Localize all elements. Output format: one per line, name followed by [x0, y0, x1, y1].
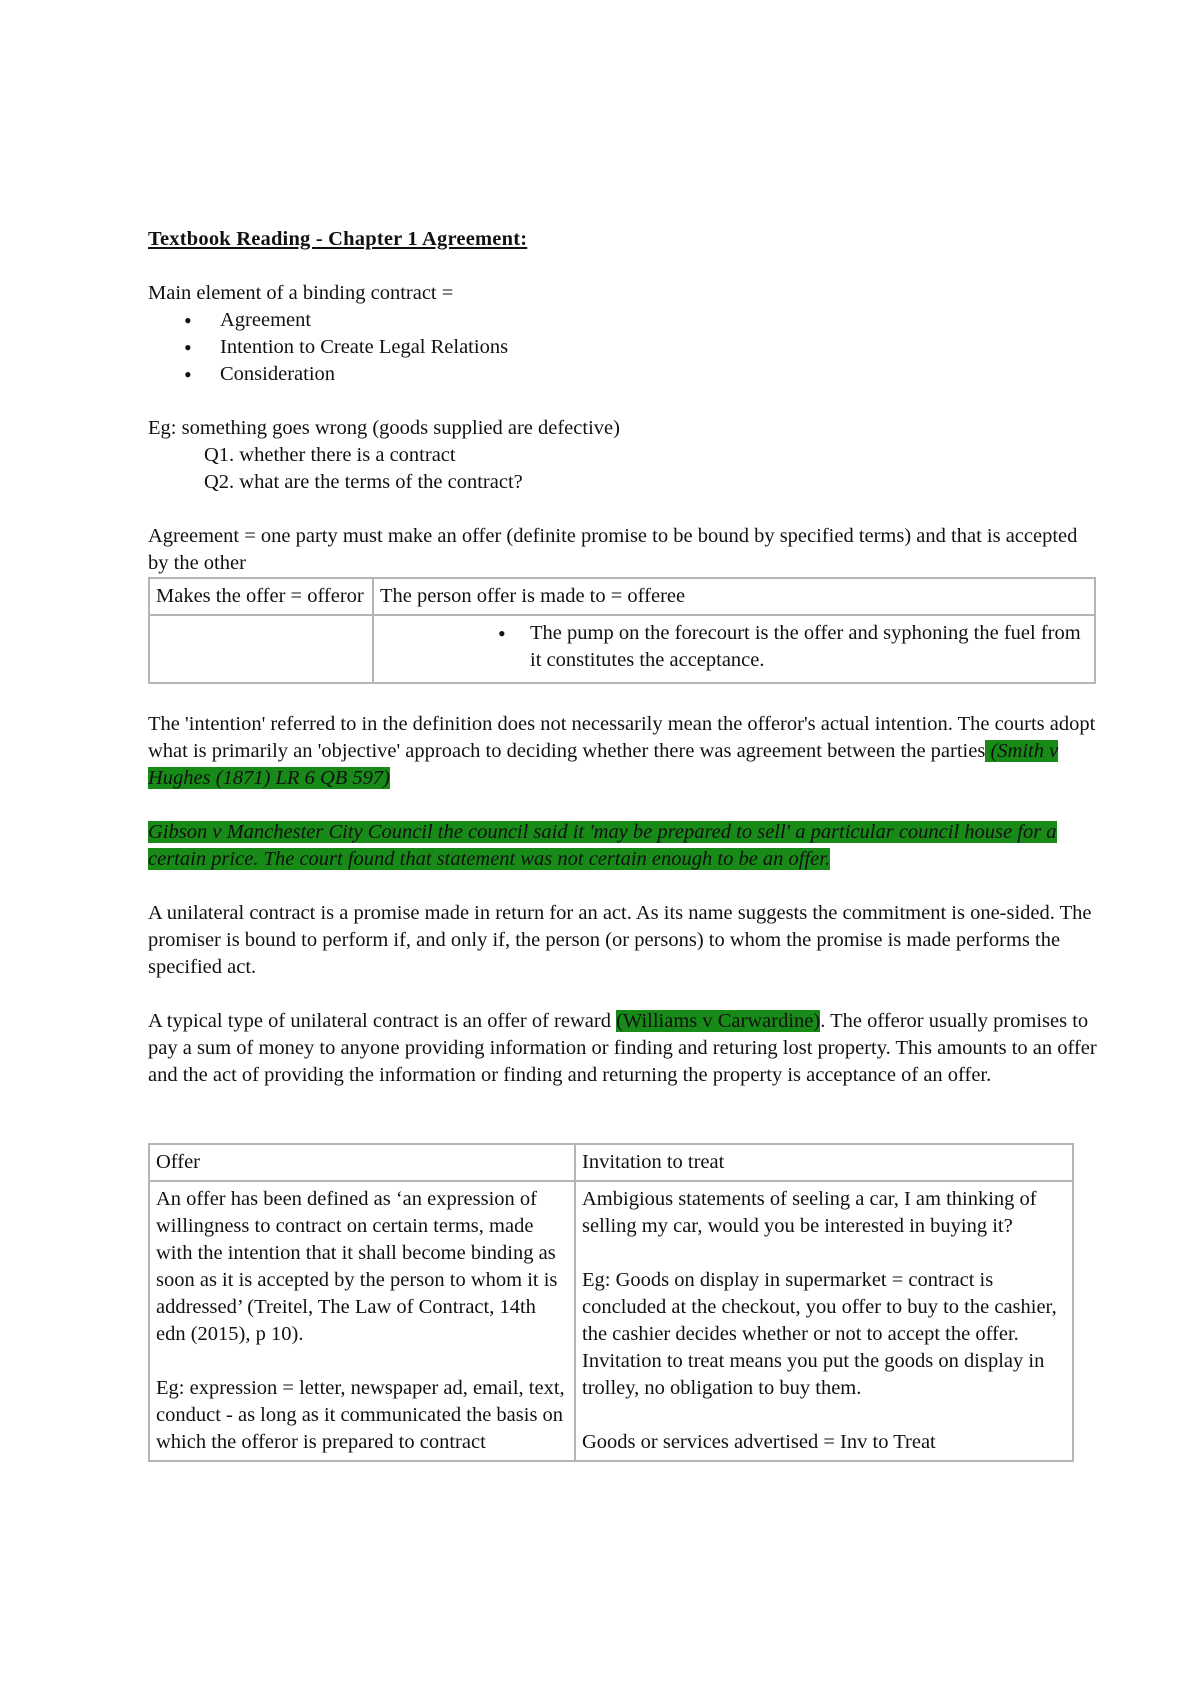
pump-example-bullet: • The pump on the forecourt is the offer and syphoning the fuel from it constitutes the acceptance.: [380, 620, 1088, 674]
itt-ambiguous: Ambigious statements of seeling a car, I am thinking of selling my car, would you be interested in buying it?: [582, 1188, 1037, 1237]
offer-example: Eg: expression = letter, newspaper ad, email, text, conduct - as long as it communicated the basis on which the offeror is prepared to contract: [156, 1377, 565, 1453]
table-header-invitation: Invitation to treat: [575, 1144, 1073, 1181]
example-intro: Eg: something goes wrong (goods supplied are defective): [148, 417, 620, 439]
question-2: Q2. what are the terms of the contract?: [204, 471, 523, 493]
unilateral-paragraph: A unilateral contract is a promise made in return for an act. As its name suggests the commitment is one-sided. The promiser is bound to perform if, and only if, the person (or persons) to whom the promise is made performs the specified act.: [148, 902, 1092, 978]
main-element-intro: Main element of a binding contract =: [148, 282, 454, 304]
page-title: Textbook Reading - Chapter 1 Agreement:: [148, 228, 528, 250]
table-cell-invitation-details: [575, 1181, 1073, 1461]
smith-v-hughes-citation: (Smith v Hughes (1871) LR 6 QB 597): [148, 740, 1059, 789]
elements-list: [148, 307, 1098, 388]
gibson-case-highlight: Gibson v Manchester City Council the council said it 'may be prepared to sell' a particular council house for a certain price. The court found that statement was not certain enough to be an offer.: [148, 821, 1057, 870]
williams-v-carwardine-citation: (Williams v Carwardine): [616, 1010, 821, 1032]
itt-advertised: Goods or services advertised = Inv to Treat: [582, 1431, 936, 1453]
reward-text-after: . The offeror usually promises to pay a sum of money to anyone providing information or finding and returing lost property. This amounts to an offer and the act of providing the information or finding and returning the property is acceptance of an offer.: [148, 1010, 1097, 1086]
reward-text-before: A typical type of unilateral contract is an offer of reward: [148, 1010, 617, 1032]
offeror-offeree-table: [148, 577, 1096, 684]
table-cell-empty: [149, 615, 373, 683]
agreement-definition: Agreement = one party must make an offer (definite promise to be bound by specified terms) and that is accepted by the other: [148, 525, 1078, 574]
table-cell-offeree: The person offer is made to = offeree: [373, 578, 1095, 615]
list-item: • Intention to Create Legal Relations: [220, 334, 1098, 361]
offer-vs-invitation-table: [148, 1143, 1074, 1462]
document-body: [148, 226, 1098, 1462]
table-cell-pump-example: [373, 615, 1095, 683]
offer-definition: An offer has been defined as ‘an expression of willingness to contract on certain terms, made with the intention that it shall become binding as soon as it is accepted by the person to whom it is addressed’ (Treitel, The Law of Contract, 14th edn (2015), p 10).: [156, 1188, 558, 1345]
reward-paragraph: [148, 1008, 1098, 1089]
question-1: Q1. whether there is a contract: [204, 444, 456, 466]
table-header-offer: Offer: [149, 1144, 575, 1181]
table-cell-offeror: Makes the offer = offeror: [149, 578, 373, 615]
list-item: • Agreement: [220, 307, 1098, 334]
gibson-paragraph: [148, 819, 1098, 873]
itt-example: Eg: Goods on display in supermarket = contract is concluded at the checkout, you offer to buy to the cashier, the cashier decides whether or not to accept the offer. Invitation to treat means you put the goods on display in trolley, no obligation to buy them.: [582, 1269, 1057, 1399]
intention-paragraph: [148, 711, 1098, 792]
intention-text: The 'intention' referred to in the definition does not necessarily mean the offeror's actual intention. The courts adopt what is primarily an 'objective' approach to deciding whether there was agreement between the parties: [148, 713, 1096, 762]
table-cell-offer-details: [149, 1181, 575, 1461]
list-item: • Consideration: [220, 361, 1098, 388]
